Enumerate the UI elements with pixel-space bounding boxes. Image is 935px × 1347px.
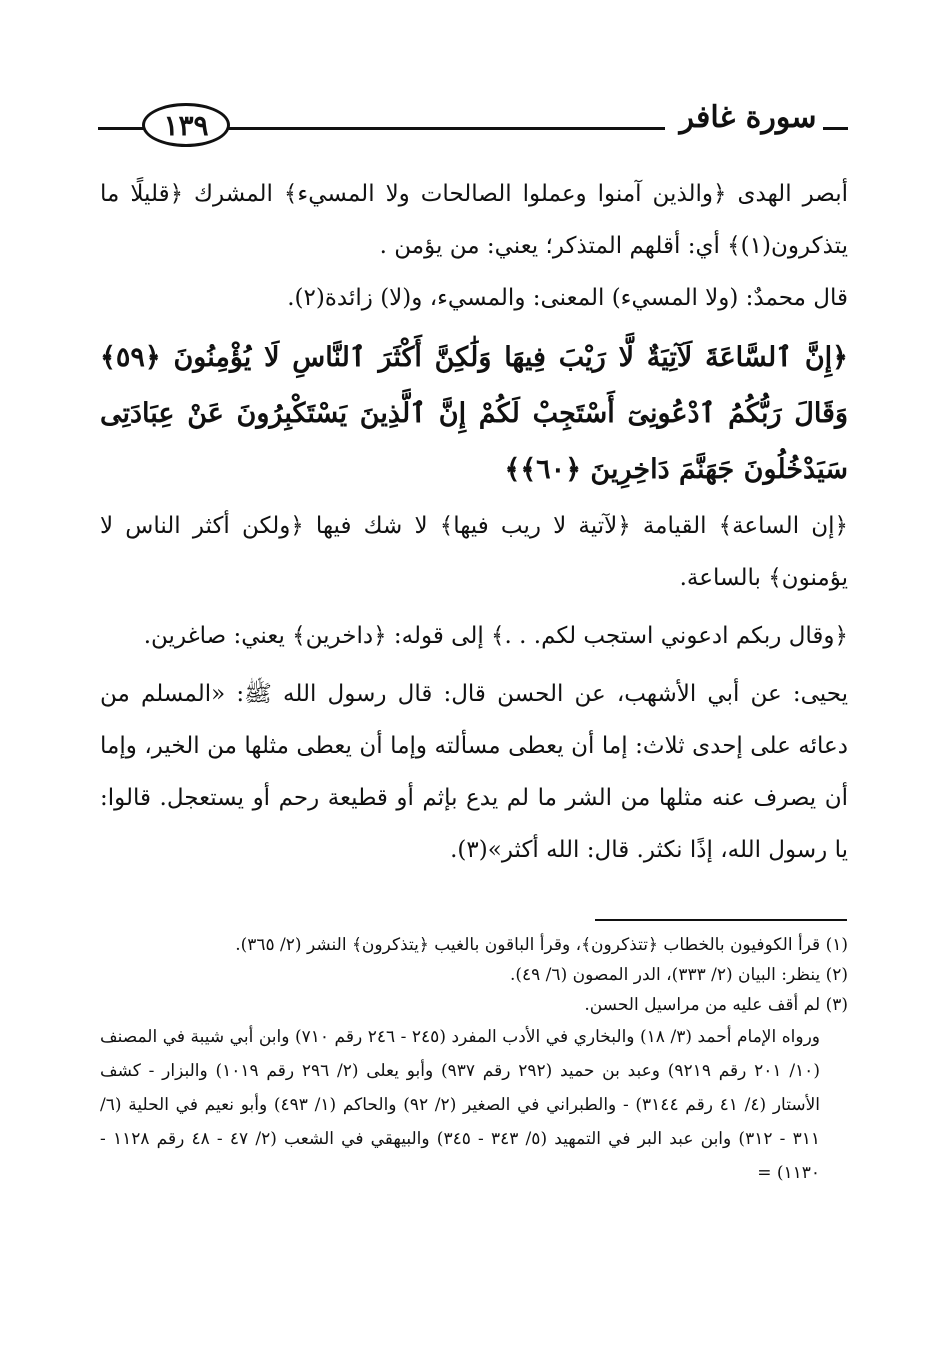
footnote-1: (١) قرأ الكوفيون بالخطاب ﴿تتذكرون﴾، وقرأ الباقون بالغيب ﴿يتذكرون﴾ النشر (٢/ ٣٦٥). xyxy=(235,935,848,955)
footnote-2: (٢) ينظر: البيان (٢/ ٣٣٣)، الدر المصون (٦/ ٤٩). xyxy=(509,965,848,985)
page-header xyxy=(98,90,848,160)
paragraph-2: قال محمدٌ: (ولا المسيء) المعنى: والمسيء، و(لا) زائدة(٢). xyxy=(287,285,848,311)
header-rule-middle xyxy=(225,127,665,130)
paragraph-1: أبصر الهدى ﴿والذين آمنوا وعملوا الصالحات ولا المسيء﴾ المشرك ﴿قليلًا ما يتذكرون(١)﴾ أي: أقلهم المتذكر؛ يعني: من يؤمن . xyxy=(100,181,848,259)
footnote-3-continuation: ورواه الإمام أحمد (٣/ ١٨) والبخاري في الأدب المفرد (٢٤٥ - ٢٤٦ رقم ٧١٠) وابن أبي شيبة في المصنف (١٠/ ٢٠١ رقم ٩٢١٩) وعبد بن حميد (٢٩٢ رقم ٩٣٧) وأبو يعلى (٢/ ٢٩٦ رقم ١٠١٩) والبزار - كشف الأستار (٤/ ٤١ رقم ٣١٤٤) - والطبراني في الصغير (٢/ ٩٢) والحاكم (١/ ٤٩٣) وأبو نعيم في الحلية (٦/ ٣١١ - ٣١٢) وابن عبد البر في التمهيد (٥/ ٣٤٣ - ٣٤٥) والبيهقي في الشعب (٢/ ٤٧ - ٤٨ رقم ١١٢٨ - ١١٣٠) = xyxy=(100,1027,820,1183)
page-number: ١٣٩ xyxy=(142,103,230,147)
header-rule-right xyxy=(823,127,848,130)
quran-verses xyxy=(100,330,848,498)
paragraph-4: ﴿وقال ربكم ادعوني استجب لكم. . .﴾ إلى قوله: ﴿داخرين﴾ يعني: صاغرين. xyxy=(143,623,848,649)
paragraph-5: يحيى: عن أبي الأشهب، عن الحسن قال: قال رسول الله ﷺ: «المسلم من دعائه على إحدى ثلاث: إما أن يعطى مسألته وإما أن يعطى مثلها من الخير، وإما أن يصرف عنه مثلها من الشر ما لم يدع بإثم أو قطيعة رحم أو يستعجل. قالوا: يا رسول الله، إذًا نكثر. قال: الله أكثر»(٣). xyxy=(100,681,848,863)
surah-title: سورة غافر xyxy=(673,100,823,135)
footnotes xyxy=(100,930,848,1190)
footnote-3: (٣) لم أقف عليه من مراسيل الحسن. xyxy=(584,995,848,1015)
paragraph-3: ﴿إن الساعة﴾ القيامة ﴿لآتية لا ريب فيها﴾ لا شك فيها ﴿ولكن أكثر الناس لا يؤمنون﴾ بالساعة. xyxy=(100,513,848,591)
commentary-bottom xyxy=(100,500,848,876)
footnote-separator xyxy=(595,919,847,921)
quran-text: ﴿إِنَّ ٱلسَّاعَةَ لَآتِيَةٌ لَّا رَيْبَ فِيهَا وَلَٰكِنَّ أَكْثَرَ ٱلنَّاسِ لَا يُؤْمِنُونَ ﴿٥٩﴾ وَقَالَ رَبُّكُمُ ٱدْعُونِىٓ أَسْتَجِبْ لَكُمْ إِنَّ ٱلَّذِينَ يَسْتَكْبِرُونَ عَنْ عِبَادَتِى سَيَدْخُلُونَ جَهَنَّمَ دَاخِرِينَ ﴿٦٠﴾﴾ xyxy=(100,342,848,485)
commentary-top xyxy=(100,168,848,324)
header-rule-left xyxy=(98,127,148,130)
